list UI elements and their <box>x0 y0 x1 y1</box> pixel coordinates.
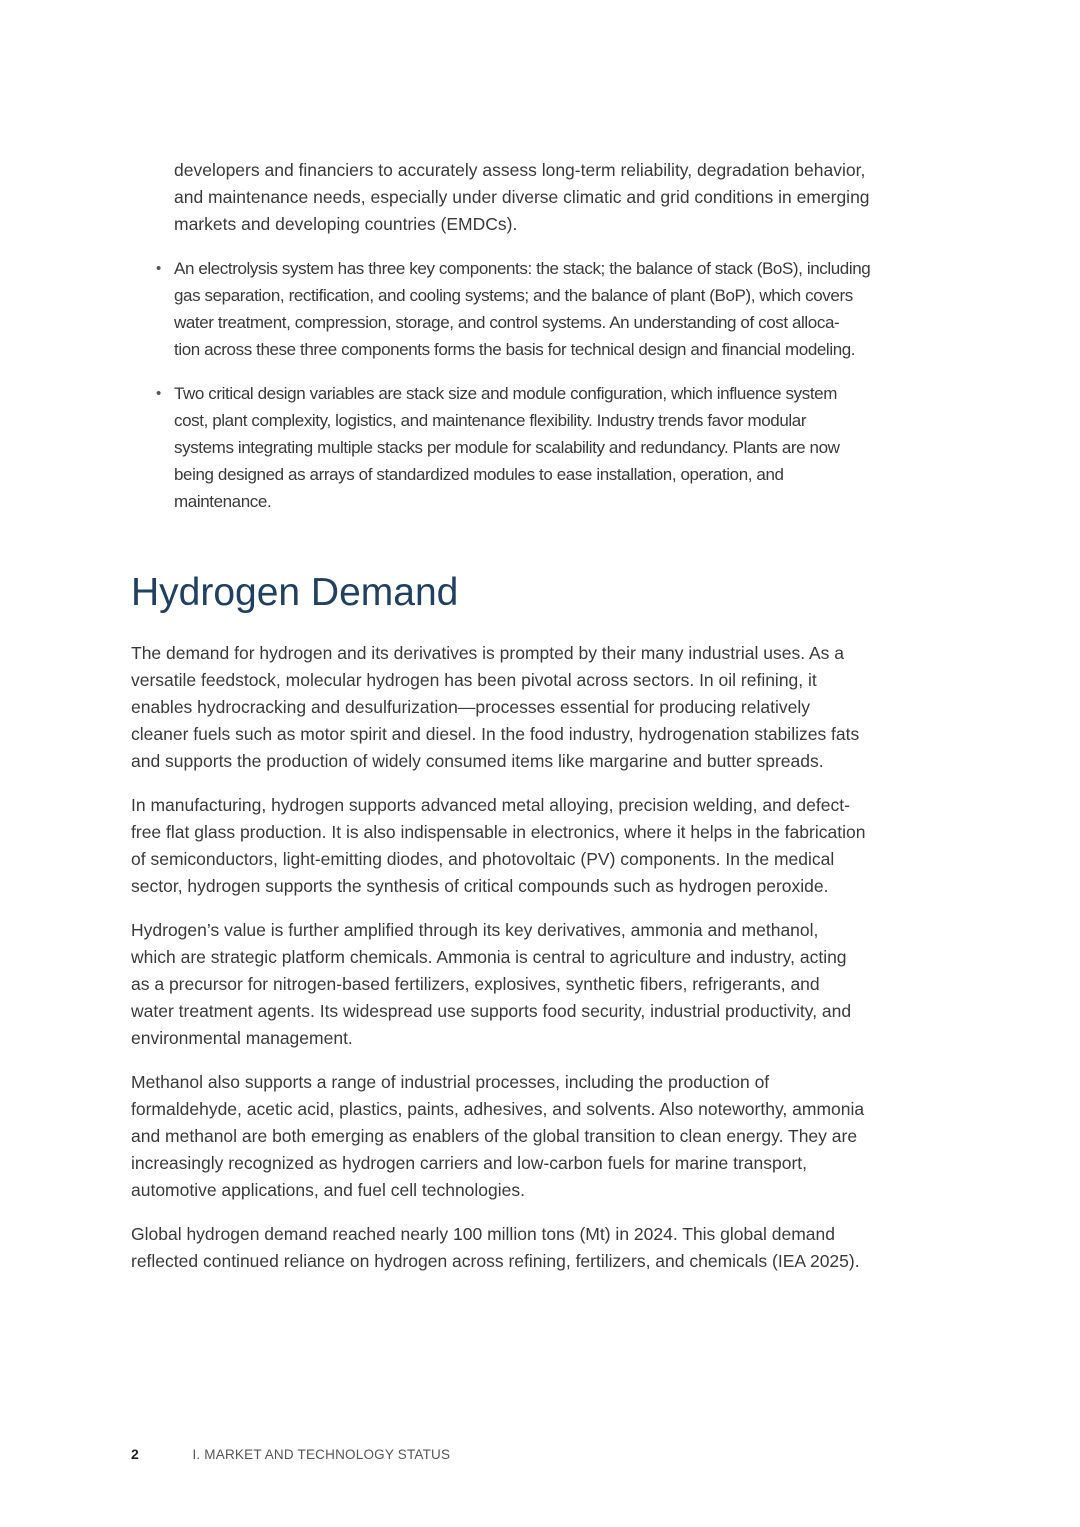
section-paragraph <box>131 917 851 1052</box>
section-paragraph <box>131 640 859 775</box>
paragraph-line: and supports the production of widely consumed items like margarine and butter spreads. <box>131 751 824 771</box>
paragraph-line: The demand for hydrogen and its derivatives is prompted by their many industrial uses. As a <box>131 643 845 663</box>
paragraph-line: which are strategic platform chemicals. Ammonia is central to agriculture and industry, acting <box>131 947 847 967</box>
paragraph-line: Global hydrogen demand reached nearly 100 million tons (Mt) in 2024. This global demand <box>131 1224 835 1244</box>
paragraph-line: reflected continued reliance on hydrogen across refining, fertilizers, and chemicals (IEA 2025). <box>131 1251 860 1271</box>
paragraph-line: Hydrogen’s value is further amplified through its key derivatives, ammonia and methanol, <box>131 920 819 940</box>
page-footer <box>131 1443 450 1465</box>
bullet-line: systems integrating multiple stacks per module for scalability and redundancy. Plants are now <box>174 438 840 457</box>
paragraph-line: as a precursor for nitrogen-based fertilizers, explosives, synthetic fibers, refrigerants, and <box>131 974 820 994</box>
section-heading: Hydrogen Demand <box>131 571 459 614</box>
paragraph-line: and maintenance needs, especially under diverse climatic and grid conditions in emerging <box>174 187 870 207</box>
paragraph-line: developers and financiers to accurately assess long-term reliability, degradation behavior, <box>174 160 866 180</box>
bullet-line: maintenance. <box>174 492 272 511</box>
paragraph-line: increasingly recognized as hydrogen carriers and low-carbon fuels for marine transport, <box>131 1153 808 1173</box>
bullet-line: cost, plant complexity, logistics, and maintenance flexibility. Industry trends favor modular <box>174 411 807 430</box>
bullet-item <box>174 380 840 515</box>
running-section-label: I. MARKET AND TECHNOLOGY STATUS <box>192 1447 451 1462</box>
paragraph-line: of semiconductors, light-emitting diodes, and photovoltaic (PV) components. In the medical <box>131 849 835 869</box>
bullet-line: gas separation, rectification, and cooling systems; and the balance of plant (BoP), which covers <box>174 286 853 305</box>
bullet-line: An electrolysis system has three key components: the stack; the balance of stack (BoS), including <box>174 259 871 278</box>
paragraph-line: sector, hydrogen supports the synthesis of critical compounds such as hydrogen peroxide. <box>131 876 829 896</box>
page-number: 2 <box>131 1446 139 1462</box>
paragraph-line: markets and developing countries (EMDCs). <box>174 214 518 234</box>
section-paragraph <box>131 792 865 900</box>
paragraph-line: formaldehyde, acetic acid, plastics, paints, adhesives, and solvents. Also noteworthy, ammonia <box>131 1099 865 1119</box>
paragraph-line: enables hydrocracking and desulfurization—processes essential for producing relatively <box>131 697 810 717</box>
section-paragraph <box>131 1221 860 1275</box>
bullet-item <box>174 255 870 363</box>
bullet-line: Two critical design variables are stack size and module configuration, which influence system <box>174 384 837 403</box>
paragraph-line: versatile feedstock, molecular hydrogen has been pivotal across sectors. In oil refining, it <box>131 670 817 690</box>
bullet-line: tion across these three components forms the basis for technical design and financial modeling. <box>174 340 856 359</box>
bullet-line: water treatment, compression, storage, and control systems. An understanding of cost alloca- <box>174 313 840 332</box>
bullet-line: being designed as arrays of standardized modules to ease installation, operation, and <box>174 465 784 484</box>
paragraph-line: free flat glass production. It is also indispensable in electronics, where it helps in the fabrication <box>131 822 866 842</box>
bullet-marker <box>156 380 166 407</box>
paragraph-line: water treatment agents. Its widespread use supports food security, industrial productivity, and <box>131 1001 852 1021</box>
intro-paragraph <box>174 157 870 238</box>
paragraph-line: and methanol are both emerging as enablers of the global transition to clean energy. They are <box>131 1126 858 1146</box>
paragraph-line: In manufacturing, hydrogen supports advanced metal alloying, precision welding, and defect- <box>131 795 850 815</box>
paragraph-line: Methanol also supports a range of industrial processes, including the production of <box>131 1072 770 1092</box>
paragraph-line: environmental management. <box>131 1028 353 1048</box>
paragraph-line: automotive applications, and fuel cell technologies. <box>131 1180 525 1200</box>
paragraph-line: cleaner fuels such as motor spirit and diesel. In the food industry, hydrogenation stabilizes fats <box>131 724 860 744</box>
bullet-marker <box>156 255 166 282</box>
section-paragraph <box>131 1069 864 1204</box>
